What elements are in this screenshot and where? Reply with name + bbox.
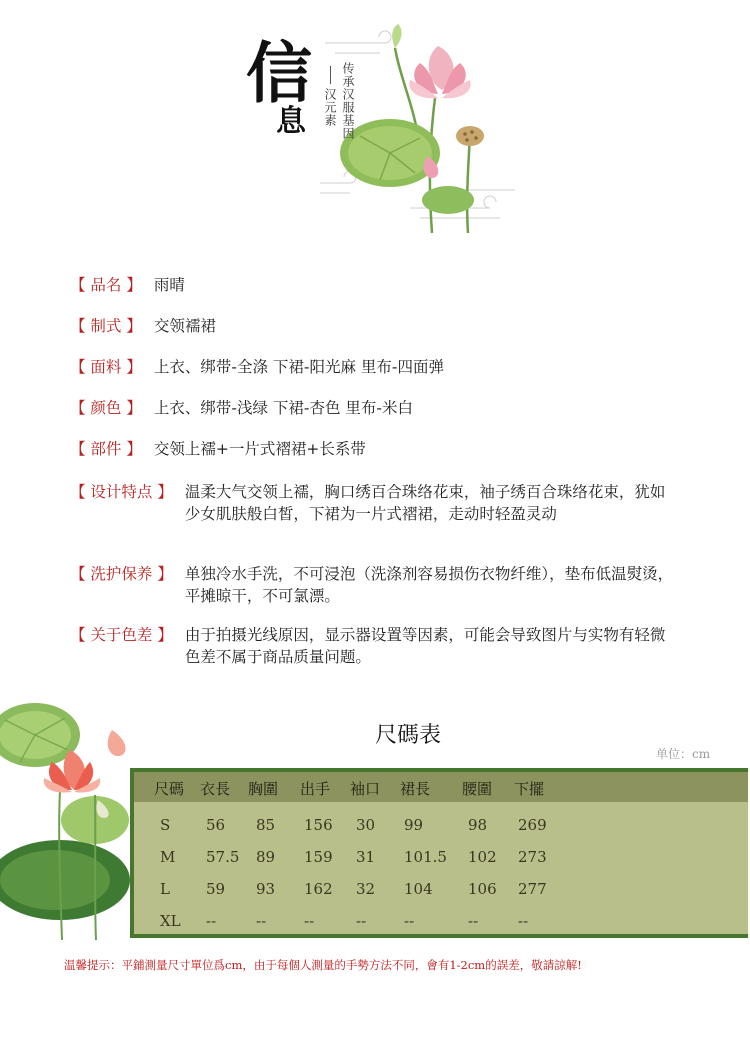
size-header-cell: 胸圍 [248, 780, 279, 798]
size-header-cell: 腰圍 [462, 780, 493, 798]
info-label: 【 面料 】 [70, 358, 142, 376]
size-cell: -- [206, 912, 217, 930]
size-cell: -- [356, 912, 367, 930]
size-cell: S [160, 816, 171, 834]
size-cell: 159 [304, 848, 333, 866]
info-row-color-difference [70, 624, 675, 668]
size-cell: 59 [206, 880, 226, 898]
info-label: 【 颜色 】 [70, 399, 142, 417]
slogan-vertical: 传承汉服基因 [341, 62, 355, 140]
size-header-cell: 尺碼 [154, 780, 185, 798]
size-cell: 101.5 [404, 848, 447, 866]
size-cell: -- [256, 912, 267, 930]
size-cell: 32 [356, 880, 376, 898]
size-cell: 30 [356, 816, 376, 834]
info-row-parts [70, 438, 366, 461]
info-label: 【 设计特点 】 [70, 483, 173, 501]
size-cell: 99 [404, 816, 424, 834]
size-cell: 269 [518, 816, 547, 834]
size-header-cell: 出手 [300, 780, 331, 798]
size-cell: -- [518, 912, 529, 930]
lotus-leaf-illustration [0, 690, 140, 940]
size-table [130, 768, 748, 938]
info-row-care [70, 563, 675, 607]
size-cell: M [160, 848, 176, 866]
size-cell: 85 [256, 816, 276, 834]
size-cell: 102 [468, 848, 497, 866]
info-value: 由于拍摄光线原因，显示器设置等因素，可能会导致图片与实物有轻微色差不属于商品质量问题。 [184, 626, 666, 666]
size-cell: 106 [468, 880, 497, 898]
size-chart-title: 尺碼表 [375, 723, 442, 748]
info-row-style [70, 315, 216, 338]
info-value: 上衣、绑带-全涤 下裙-阳光麻 里布-四面弹 [153, 358, 444, 376]
info-value: 雨晴 [153, 276, 185, 294]
info-value: 上衣、绑带-浅绿 下裙-杏色 里布-米白 [153, 399, 413, 417]
info-label: 【 关于色差 】 [70, 626, 173, 644]
size-cell: XL [160, 912, 181, 930]
info-value: 单独冷水手洗，不可浸泡（洗涤剂容易损伤衣物纤维），垫布低温熨烫，平摊晾干，不可氯漂。 [184, 565, 674, 605]
size-cell: 104 [404, 880, 433, 898]
measurement-tip: 温馨提示：平鋪測量尺寸單位爲cm，由于每個人測量的手勢方法不同，會有1-2cm的誤差，敬請諒解! [64, 958, 582, 972]
size-cell: -- [404, 912, 415, 930]
info-row-color [70, 397, 413, 420]
info-value: 温柔大气交领上襦，胸口绣百合珠络花束，袖子绣百合珠络花束，犹如少女肌肤般白皙，下裙为一片式褶裙，走动时轻盈灵动 [184, 483, 666, 523]
info-label: 【 部件 】 [70, 440, 142, 458]
info-label: 【 洗护保养 】 [70, 565, 173, 583]
info-value: 交领上襦+一片式褶裙+长系带 [153, 440, 366, 458]
size-header-cell: 裙長 [400, 780, 431, 798]
info-row-fabric [70, 356, 444, 379]
info-label: 【 制式 】 [70, 317, 142, 335]
size-header-cell: 下擺 [514, 780, 545, 798]
header-banner [0, 0, 750, 240]
info-row-design [70, 481, 675, 525]
size-chart-unit: 单位：cm [656, 747, 711, 761]
title-character-large: 信 [246, 34, 312, 112]
size-header-cell: 衣長 [200, 780, 231, 798]
size-cell: -- [468, 912, 479, 930]
divider-line [330, 66, 331, 84]
info-row-name [70, 274, 185, 297]
size-cell: 93 [256, 880, 276, 898]
size-cell: 277 [518, 880, 547, 898]
size-cell: 31 [356, 848, 376, 866]
size-cell: 162 [304, 880, 333, 898]
info-label: 【 品名 】 [70, 276, 142, 294]
size-cell: 56 [206, 816, 226, 834]
title-character-small: 息 [276, 104, 306, 139]
size-cell: -- [304, 912, 315, 930]
brand-vertical: 汉元素 [323, 88, 337, 127]
size-cell: 156 [304, 816, 333, 834]
size-cell: 273 [518, 848, 547, 866]
size-cell: 57.5 [206, 848, 240, 866]
size-cell: 89 [256, 848, 276, 866]
info-value: 交领襦裙 [153, 317, 216, 335]
size-header-cell: 袖口 [350, 780, 381, 798]
size-cell: 98 [468, 816, 488, 834]
size-cell: L [160, 880, 170, 898]
